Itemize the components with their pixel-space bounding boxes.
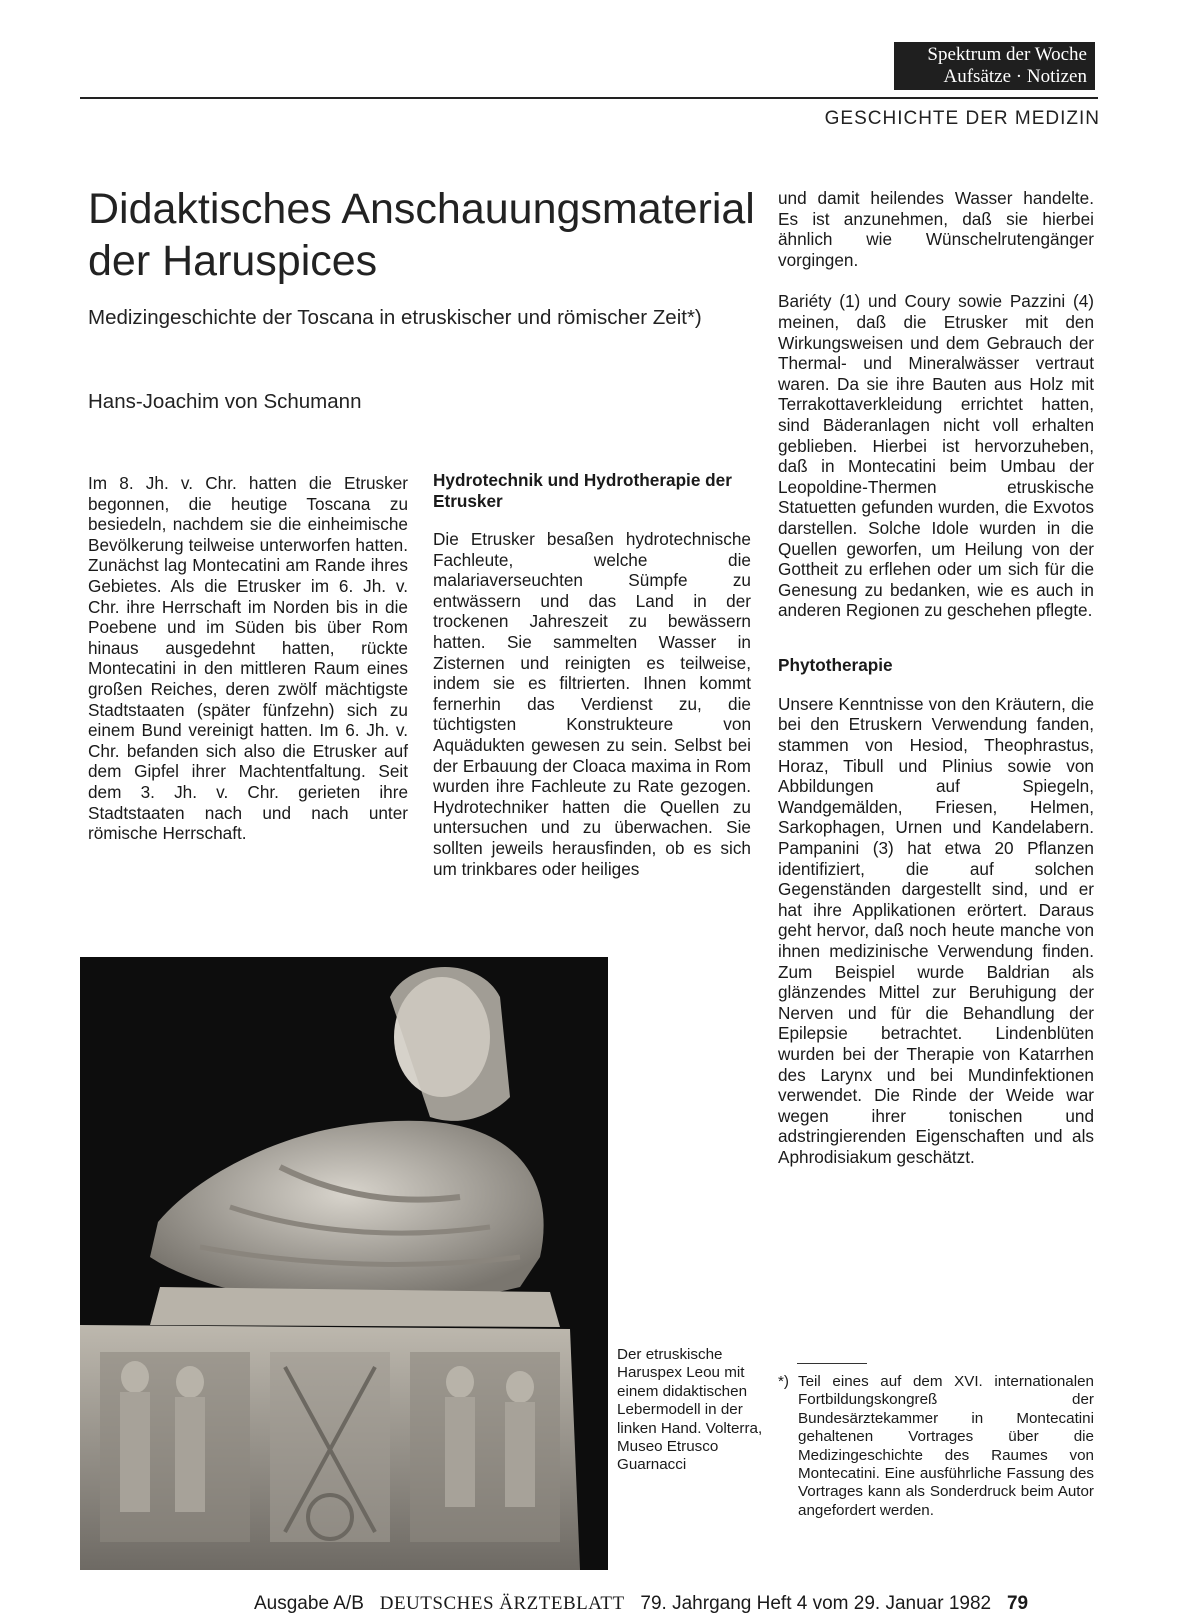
column-2: [433, 470, 751, 879]
footnote-mark: *): [778, 1373, 789, 1390]
masthead-line2: Aufsätze · Notizen: [943, 66, 1087, 87]
top-rule: [80, 97, 1098, 99]
page-footer: [254, 1593, 1098, 1615]
title-line2: der Haruspices: [88, 237, 378, 285]
col2-paragraph-1: Die Etrusker besaßen hydrotechnische Fachleute, welche die malariaverseuchten Sümpfe zu entwässern und das Land in der trockenen Jahreszeit zu bewässern hatten. Sie sammelten Wasser in Zisternen und reinigten es teilweise, indem sie es filtrierten. Ihnen kommt fernerhin das Verdienst zu, die tüchtigsten Konstrukteure von Aquädukten gewesen zu sein. Selbst bei der Erbauung der Cloaca maxima in Rom wurden ihre Fachleute zu Rate gezogen. Hydrotechniker hatten die Quellen zu untersuchen und zu überwachen. Sie sollten jeweils herausfinden, ob es sich um trinkbares oder heiliges: [433, 529, 751, 879]
col1-paragraph-1: Im 8. Jh. v. Chr. hatten die Etrusker begonnen, die heutige Toscana zu besiedeln, nachdem sie die einheimische Bevölkerung teilweise unterworfen hatten. Zunächst lag Montecatini am Rande ihres Gebietes. Als die Etrusker im 6. Jh. v. Chr. ihre Herrschaft im Norden bis in die Poebene und im Süden bis über Rom hinaus ausgedehnt hatten, rückte Montecatini in den mittleren Raum eines großen Reiches, deren zwölf mächtigste Stadtstaaten (später fünfzehn) sich zu einem Bund vereinigt hatten. Im 6. Jh. v. Chr. befanden sich also die Etrusker auf dem Gipfel ihrer Machtentfaltung. Seit dem 3. Jh. v. Chr. gerieten ihre Stadtstaaten nach und nach unter römische Herrschaft.: [88, 473, 408, 844]
footer-journal: DEUTSCHES ÄRZTEBLATT: [379, 1593, 625, 1614]
footnote-rule: [797, 1363, 867, 1364]
col2-heading: Hydrotechnik und Hydrotherapie der Etrusker: [433, 470, 732, 511]
section-label: GESCHICHTE DER MEDIZIN: [824, 108, 1100, 129]
article-title: [88, 183, 788, 287]
col3-paragraph-1: und damit heilendes Wasser handelte. Es ist anzunehmen, daß sie hierbei ähnlich wie Wünschelrutengänger vorgingen.: [778, 188, 1094, 270]
page-number: 79: [1006, 1593, 1029, 1614]
article-subtitle: Medizingeschichte der Toscana in etruskischer und römischer Zeit*): [88, 306, 702, 329]
masthead-box: [894, 42, 1095, 90]
column-1: [88, 473, 408, 844]
sarcophagus-figure-illustration: [80, 957, 608, 1570]
figure-caption: Der etruskische Haruspex Leou mit einem didaktischen Lebermodell in der linken Hand. Volterra, Museo Etrusco Guarnacci: [617, 1346, 763, 1474]
col3-paragraph-2: Bariéty (1) und Coury sowie Pazzini (4) meinen, daß die Etrusker mit den Wirkungsweisen und dem Gebrauch der Thermal- und Mineralwässer vertraut waren. Da sie ihre Bauten aus Holz mit Terrakottaverkleidung errichtet hatten, sind Bäderanlagen nicht voll erhalten geblieben. Hierbei ist hervorzuheben, daß in Montecatini beim Umbau der Leopoldine-Thermen etruskische Statuetten gefunden wurden, die Exvotos darstellen. Solche Idole wurden in die Quellen geworfen, um Heilung von der Gottheit zu erflehen oder um sich für die Genesung zu bedanken, wie es auch in anderen Regionen zu geschehen pflegte.: [778, 291, 1094, 621]
col3-paragraph-3: Unsere Kenntnisse von den Kräutern, die bei den Etruskern Verwendung fanden, stammen von Hesiod, Theophrastus, Horaz, Tibull und Plinius sowie von Abbildungen auf Spiegeln, Wandgemälden, Friesen, Helmen, Sarkophagen, Urnen und Kandelabern. Pampanini (3) hat etwa 20 Pflanzen identifiziert, die auf solchen Gegenständen dargestellt sind, und er hat ihre Applikationen erörtert. Daraus geht hervor, daß noch heute manche von ihnen medizinische Verwendung finden. Zum Beispiel wurde Baldrian als glänzendes Mittel zur Beruhigung der Nerven und für die Behandlung der Epilepsie betrachtet. Lindenblüten wurden bei der Therapie von Katarrhen des Larynx und bei Mundinfektionen verwendet. Die Rinde der Weide war wegen ihrer tonischen und adstringierenden Eigenschaften und als Aphrodisiakum geschätzt.: [778, 693, 1094, 1167]
footer-issue: 79. Jahrgang Heft 4 vom 29. Januar 1982: [640, 1593, 992, 1614]
sarcophagus-photo: [80, 957, 608, 1570]
masthead-line1: Spektrum der Woche: [927, 44, 1087, 65]
column-3: [778, 188, 1094, 1168]
col3-heading: Phytotherapie: [778, 654, 893, 675]
footer-edition: Ausgabe A/B: [254, 1593, 364, 1614]
title-line1: Didaktisches Anschauungsmaterial: [88, 185, 755, 233]
footnote: [778, 1373, 1094, 1520]
article-author: Hans-Joachim von Schumann: [88, 390, 362, 413]
footnote-text: Teil eines auf dem XVI. internationalen Fortbildungskongreß der Bundesärztekammer in Montecatini gehaltenen Vortrages über die Medizingeschichte des Raumes von Montecatini. Eine ausführliche Fassung des Vortrages kann als Sonderdruck beim Autor angefordert werden.: [798, 1373, 1094, 1519]
